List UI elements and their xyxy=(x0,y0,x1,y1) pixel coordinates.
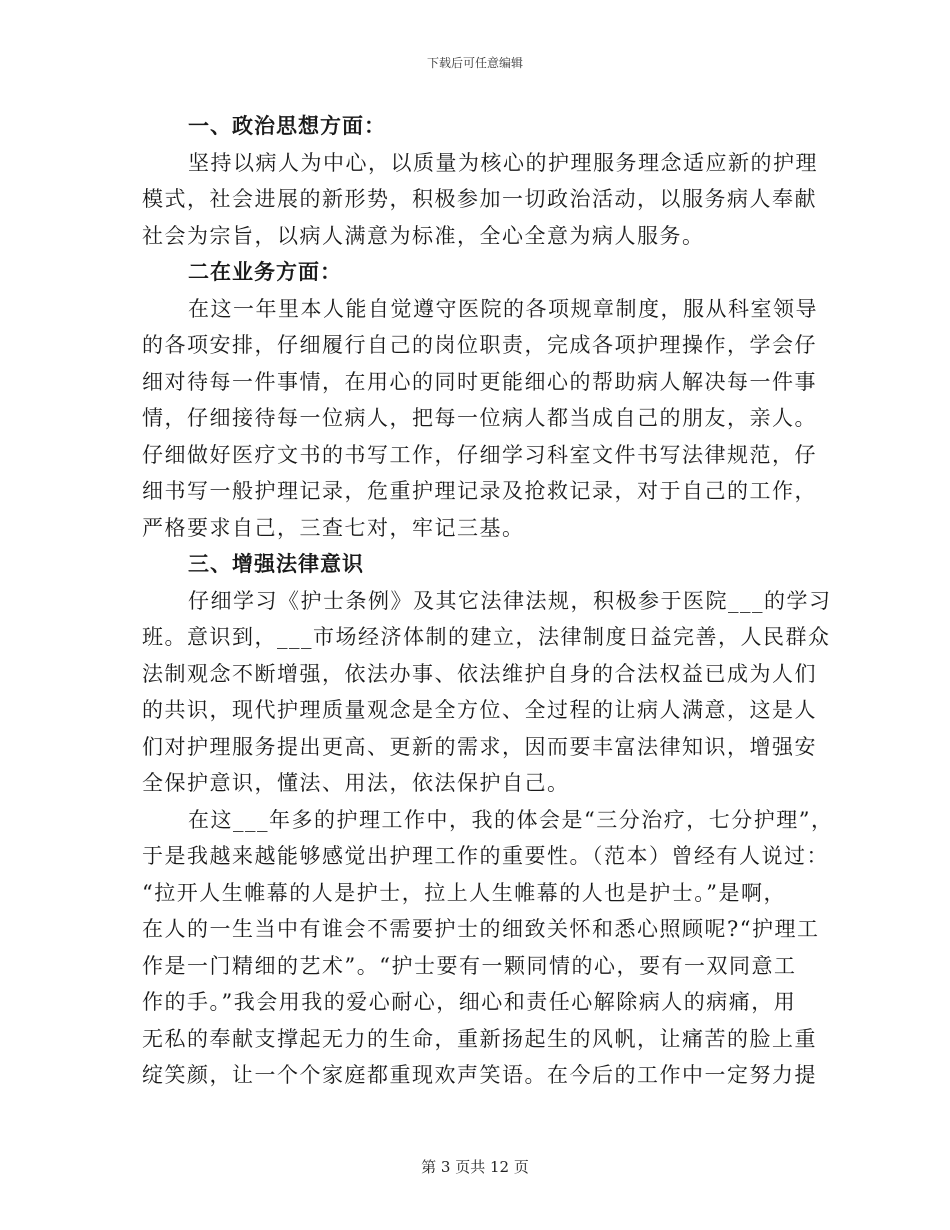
paragraph-line: 们对护理服务提出更高、更新的需求，因而要丰富法律知识，增强安 xyxy=(142,734,817,759)
paragraph-line: 绽笑颜，让一个个家庭都重现欢声笑语。在今后的工作中一定努力提 xyxy=(142,1063,817,1087)
paragraph-line: 班。意识到，___市场经济体制的建立，法律制度日益完善，人民群众 xyxy=(142,625,831,649)
paragraph-line: 作的手。”我会用我的爱心耐心，细心和责任心解除病人的病痛，用 xyxy=(142,990,797,1014)
section-heading-business: 二在业务方面： xyxy=(188,260,342,284)
paragraph-line: 作是一门精细的艺术”。“护士要有一颗同情的心，要有一双同意工 xyxy=(142,953,797,978)
paragraph-line: 坚持以病人为中心，以质量为核心的护理服务理念适应新的护理 xyxy=(188,150,818,175)
section-heading-law: 三、增强法律意识 xyxy=(188,552,364,576)
paragraph-line: 无私的奉献支撑起无力的生命，重新扬起生的风帆，让痛苦的脸上重 xyxy=(142,1026,817,1051)
paragraph-line: 仔细做好医疗文书的书写工作，仔细学习科室文件书写法律规范，仔 xyxy=(142,442,817,467)
paragraph-line: “拉开人生帷幕的人是护士，拉上人生帷幕的人也是护士。”是啊， xyxy=(142,880,786,905)
paragraph-line: 仔细学习《护士条例》及其它法律法规，积极参于医院___的学习 xyxy=(188,588,832,613)
paragraph-line: 模式，社会进展的新形势，积极参加一切政治活动，以服务病人奉献 xyxy=(142,187,817,211)
paragraph-line: 细书写一般护理记录，危重护理记录及抢救记录，对于自己的工作， xyxy=(142,479,817,503)
document-body xyxy=(142,108,834,1094)
paragraph-line: 的各项安排，仔细履行自己的岗位职责，完成各项护理操作，学会仔 xyxy=(142,333,817,357)
paragraph-line: 情，仔细接待每一位病人，把每一位病人都当成自己的朋友，亲人。 xyxy=(142,406,817,430)
paragraph-line: 法制观念不断增强，依法办事、依法维护自身的合法权益已成为人们 xyxy=(142,661,817,686)
section-heading-politics: 一、政治思想方面： xyxy=(188,114,386,138)
page-header: 下载后可任意编辑 xyxy=(426,56,523,70)
paragraph-line: 严格要求自己，三查七对，牢记三基。 xyxy=(142,515,525,540)
paragraph-line: 的共识，现代护理质量观念是全方位、全过程的让病人满意，这是人 xyxy=(142,698,817,722)
paragraph-line: 细对待每一件事情，在用心的同时更能细心的帮助病人解决每一件事 xyxy=(142,369,817,394)
paragraph-line: 社会为宗旨，以病人满意为标准，全心全意为病人服务。 xyxy=(142,223,705,248)
page-footer: 第 3 页共 12 页 xyxy=(421,1158,529,1176)
paragraph-line: 在这一年里本人能自觉遵守医院的各项规章制度，服从科室领导 xyxy=(188,296,818,321)
paragraph-line: 全保护意识，懂法、用法，依法保护自己。 xyxy=(142,771,570,795)
paragraph-line: 在人的一生当中有谁会不需要护士的细致关怀和悉心照顾呢?“护理工 xyxy=(142,917,820,941)
paragraph-line: 于是我越来越能够感觉出护理工作的重要性。（范本）曾经有人说过： xyxy=(142,844,829,868)
paragraph-line: 在这___年多的护理工作中，我的体会是“三分治疗，七分护理”， xyxy=(188,807,834,832)
